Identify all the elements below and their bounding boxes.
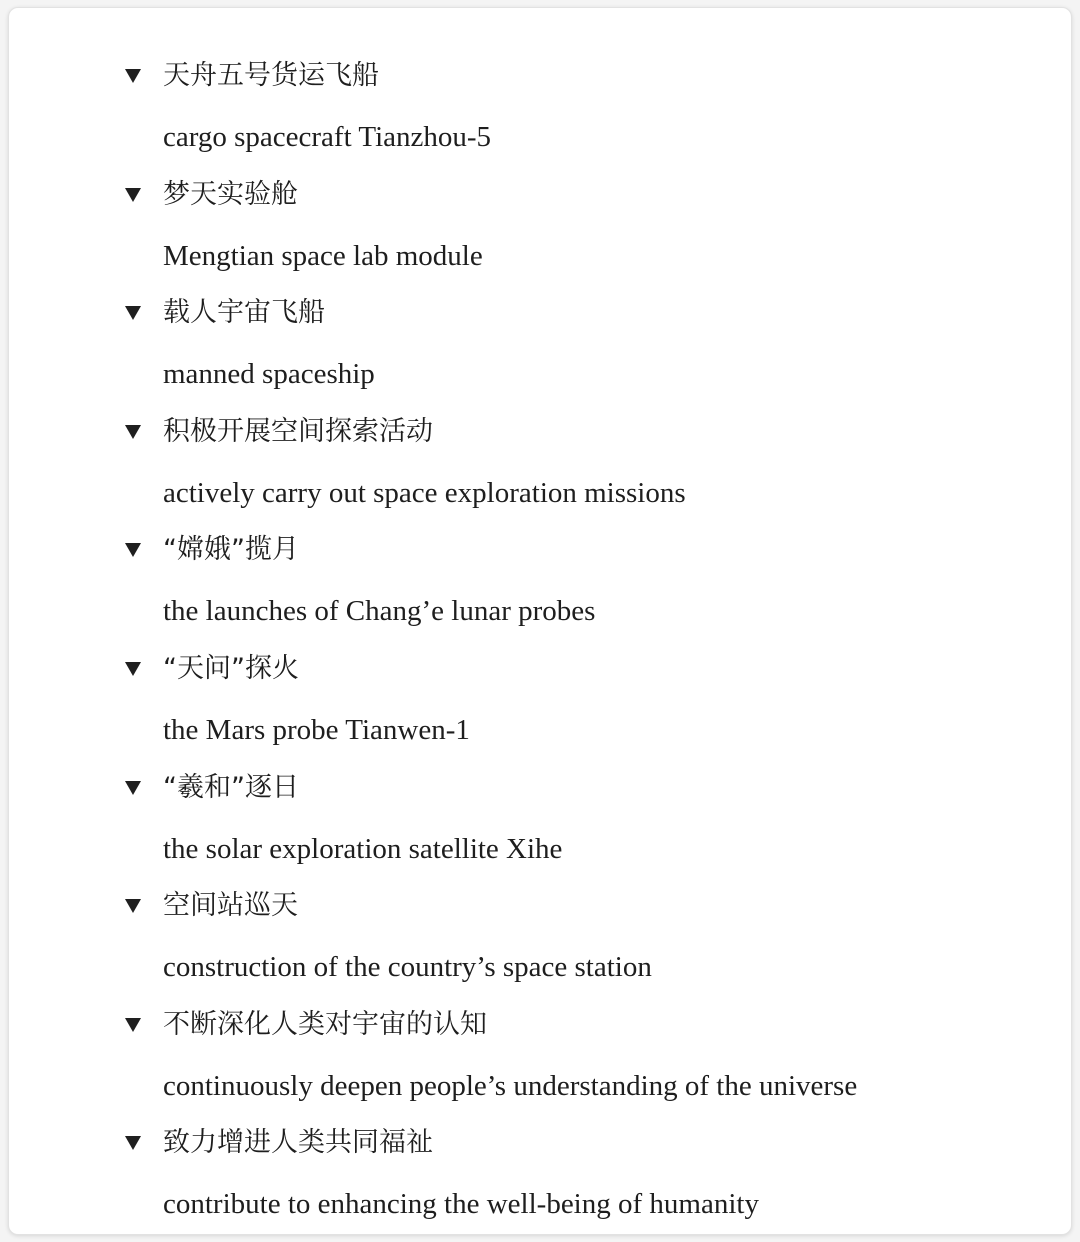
list-item — [9, 52, 1071, 171]
triangle-down-icon[interactable] — [125, 543, 141, 557]
entry-toggle[interactable] — [9, 52, 1071, 100]
term-chinese: 天舟五号货运飞船 — [163, 60, 379, 91]
term-chinese: 不断深化人类对宇宙的认知 — [163, 1008, 487, 1040]
term-chinese: “羲和”逐日 — [163, 771, 299, 803]
entry-toggle[interactable] — [9, 764, 1071, 812]
term-chinese: 载人宇宙飞船 — [163, 297, 325, 329]
triangle-down-icon[interactable] — [125, 662, 141, 676]
triangle-down-icon[interactable] — [125, 306, 141, 320]
term-translation: contribute to enhancing the well-being of humanity — [163, 1188, 759, 1221]
term-chinese: 空间站巡天 — [163, 890, 298, 922]
entry-toggle[interactable] — [9, 882, 1071, 930]
triangle-down-icon[interactable] — [125, 1018, 141, 1032]
triangle-down-icon[interactable] — [125, 899, 141, 913]
term-translation: manned spaceship — [163, 358, 375, 391]
list-item — [9, 882, 1071, 1001]
term-translation: continuously deepen people’s understanding of the universe — [163, 1069, 858, 1102]
term-translation: cargo spacecraft Tianzhou-5 — [163, 121, 492, 153]
term-translation: the launches of Chang’e lunar probes — [163, 595, 596, 628]
entry-toggle[interactable] — [9, 171, 1071, 219]
entry-toggle[interactable] — [9, 408, 1071, 456]
glossary-list — [9, 52, 1071, 1235]
entry-toggle[interactable] — [9, 645, 1071, 693]
entry-toggle[interactable] — [9, 1001, 1071, 1049]
term-translation: Mengtian space lab module — [163, 239, 483, 272]
triangle-down-icon[interactable] — [125, 781, 141, 795]
term-chinese: “嫦娥”揽月 — [163, 534, 299, 566]
list-item — [9, 1001, 1071, 1120]
triangle-down-icon[interactable] — [125, 188, 141, 202]
triangle-down-icon[interactable] — [125, 425, 141, 439]
list-item — [9, 408, 1071, 527]
glossary-card — [8, 7, 1072, 1235]
entry-toggle[interactable] — [9, 1119, 1071, 1167]
term-translation: construction of the country’s space station — [163, 951, 652, 984]
list-item — [9, 645, 1071, 764]
term-chinese: 梦天实验舱 — [163, 178, 298, 210]
list-item — [9, 171, 1071, 290]
term-translation: the Mars probe Tianwen-1 — [163, 713, 470, 746]
triangle-down-icon[interactable] — [125, 1136, 141, 1150]
list-item — [9, 289, 1071, 408]
triangle-down-icon[interactable] — [125, 69, 141, 83]
term-translation: the solar exploration satellite Xihe — [163, 832, 563, 865]
term-chinese: “天问”探火 — [163, 652, 299, 684]
term-translation: actively carry out space exploration missions — [163, 476, 686, 509]
list-item — [9, 1119, 1071, 1235]
entry-toggle[interactable] — [9, 289, 1071, 337]
term-chinese: 致力增进人类共同福祉 — [163, 1127, 433, 1159]
entry-toggle[interactable] — [9, 526, 1071, 574]
term-chinese: 积极开展空间探索活动 — [163, 415, 433, 447]
list-item — [9, 526, 1071, 645]
list-item — [9, 764, 1071, 883]
